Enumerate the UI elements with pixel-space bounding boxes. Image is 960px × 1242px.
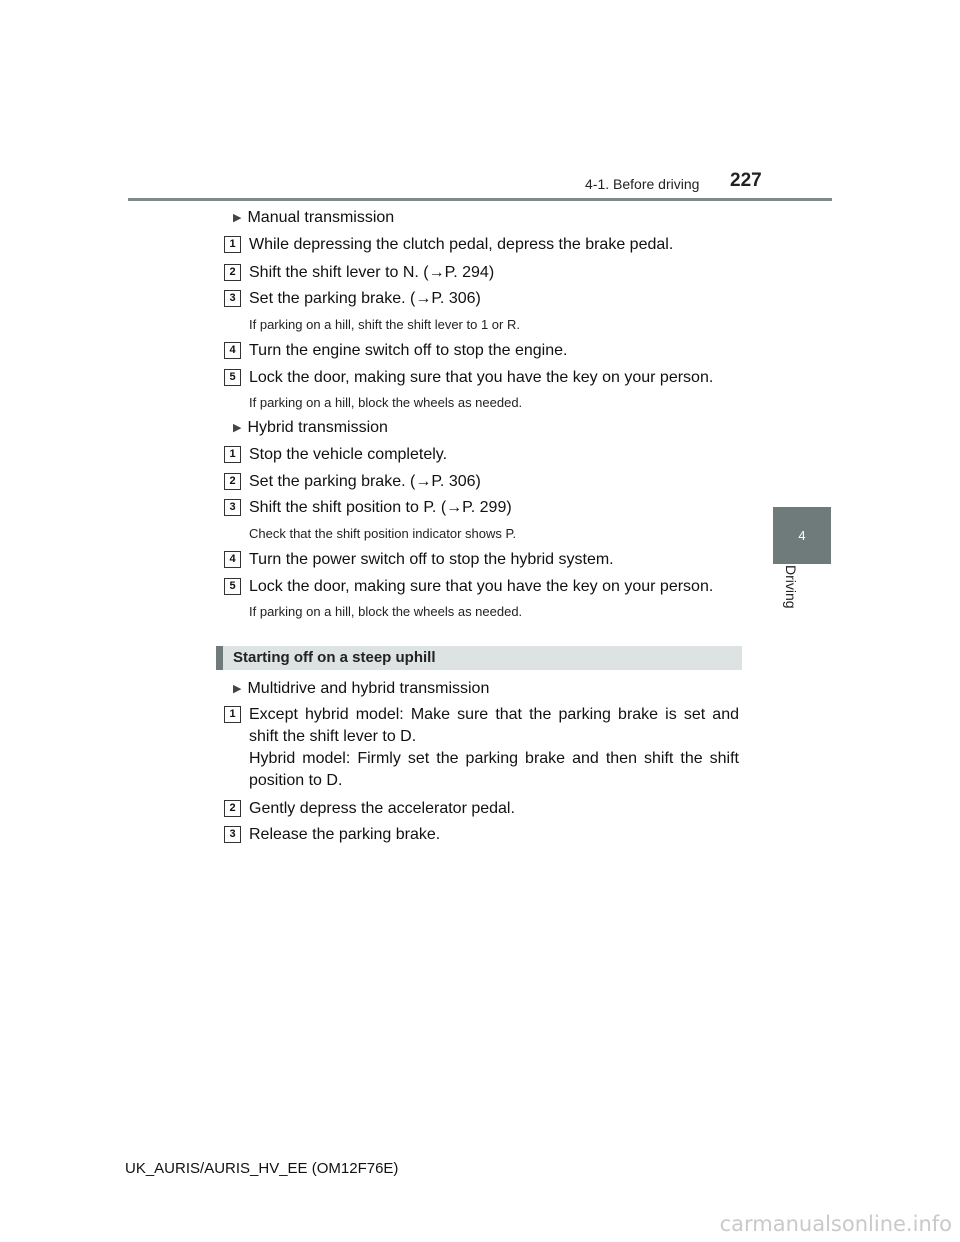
step-text: Lock the door, making sure that you have the key on your person. [249, 369, 714, 386]
step-number-badge: 3 [224, 499, 241, 516]
step-number-badge: 2 [224, 264, 241, 281]
uphill-step-1 [224, 704, 739, 792]
manual-note-2: If parking on a hill, block the wheels as needed. [249, 395, 523, 410]
step-text: Shift the shift lever to N. (→P. 294) [249, 264, 495, 281]
step-text: Lock the door, making sure that you have the key on your person. [249, 578, 714, 595]
step-number-badge: 5 [224, 369, 241, 386]
step-number-badge: 3 [224, 290, 241, 307]
hybrid-note-1: Check that the shift position indicator shows P. [249, 526, 517, 541]
uphill-heading [233, 678, 489, 700]
step-text: Set the parking brake. (→P. 306) [249, 473, 481, 490]
step-text: Turn the power switch off to stop the hybrid system. [249, 551, 614, 568]
step-text-line-2: Hybrid model: Firmly set the parking brake and then shift the shift position to D. [249, 750, 739, 789]
page-number: 227 [730, 170, 762, 191]
step-number-badge: 4 [224, 342, 241, 359]
hybrid-step-4 [224, 549, 739, 571]
step-number-badge: 4 [224, 551, 241, 568]
hybrid-heading [233, 417, 388, 439]
manual-note-1: If parking on a hill, shift the shift lever to 1 or R. [249, 317, 520, 332]
chapter-tab[interactable] [773, 507, 831, 564]
step-text: Shift the shift position to P. (→P. 299) [249, 499, 512, 516]
step-number-badge: 1 [224, 706, 241, 723]
manual-step-5 [224, 367, 739, 389]
manual-step-3 [224, 288, 739, 310]
manual-step-2 [224, 262, 739, 284]
step-number-badge: 2 [224, 800, 241, 817]
hybrid-step-2 [224, 471, 739, 493]
uphill-heading-text: Multidrive and hybrid transmission [247, 680, 490, 697]
triangle-bullet-icon: ▶ [233, 212, 242, 224]
header-section-title: 4-1. Before driving [585, 176, 700, 192]
step-number-badge: 1 [224, 446, 241, 463]
chapter-label: Driving [783, 565, 799, 609]
triangle-bullet-icon: ▶ [233, 422, 242, 434]
header-rule [128, 198, 832, 201]
manual-step-4 [224, 340, 739, 362]
step-text: Set the parking brake. (→P. 306) [249, 290, 481, 307]
watermark: carmanualsonline.info [719, 1212, 952, 1236]
step-number-badge: 5 [224, 578, 241, 595]
step-text: Release the parking brake. [249, 826, 441, 843]
hybrid-step-3 [224, 497, 739, 519]
uphill-step-3 [224, 824, 739, 846]
manual-heading-text: Manual transmission [247, 209, 395, 226]
step-text-line-1: Except hybrid model: Make sure that the parking brake is set and shift the shift lever to D. [249, 706, 739, 745]
manual-heading [233, 207, 394, 229]
step-text: Gently depress the accelerator pedal. [249, 800, 515, 817]
hybrid-note-2: If parking on a hill, block the wheels as needed. [249, 604, 523, 619]
section-title-bar: Starting off on a steep uphill [216, 646, 742, 670]
hybrid-step-5 [224, 576, 739, 598]
hybrid-heading-text: Hybrid transmission [247, 419, 388, 436]
chapter-number: 4 [798, 528, 806, 543]
step-number-badge: 2 [224, 473, 241, 490]
manual-step-1 [224, 234, 739, 256]
step-text: Stop the vehicle completely. [249, 446, 448, 463]
footer-document-id: UK_AURIS/AURIS_HV_EE (OM12F76E) [125, 1160, 399, 1177]
step-number-badge: 1 [224, 236, 241, 253]
step-text: While depressing the clutch pedal, depress the brake pedal. [249, 236, 674, 253]
triangle-bullet-icon: ▶ [233, 683, 242, 695]
hybrid-step-1 [224, 444, 739, 466]
step-number-badge: 3 [224, 826, 241, 843]
step-text [249, 704, 739, 792]
step-text: Turn the engine switch off to stop the engine. [249, 342, 568, 359]
uphill-step-2 [224, 798, 739, 820]
